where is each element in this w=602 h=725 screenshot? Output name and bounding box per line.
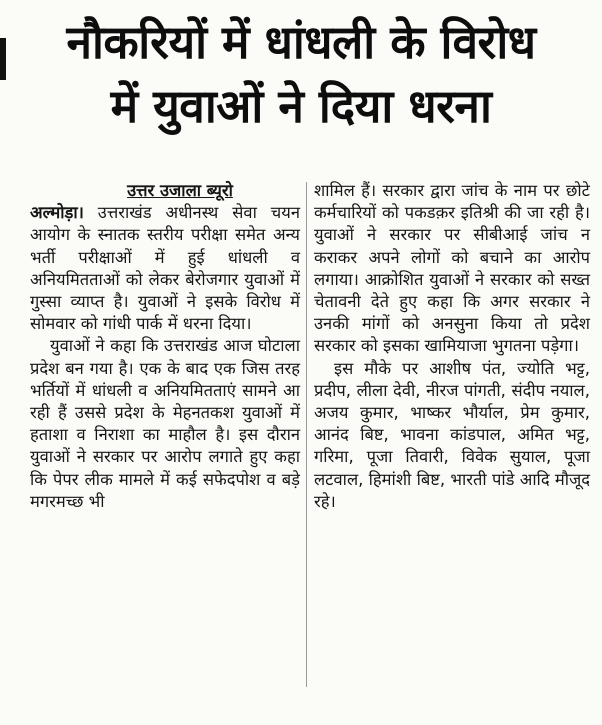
column-divider <box>306 182 307 687</box>
headline <box>0 10 602 138</box>
paragraph-3: शामिल हैं। सरकार द्वारा जांच के नाम पर छोटे कर्मचारियों को पकडक़र इतिश्री की जा रही है। युवाओं ने सरकार पर सीबीआई जांच न कराकर अपने लोगों को बचाने का आरोप लगाया। आक्रोशित युवाओं ने सरकार को सख्त चेतावनी देते हुए कहा कि अगर सरकार ने उनकी मांगों को अनसुना किया तो प्रदेश सरकार को इसका खामियाजा भुगतना पड़ेगा। <box>314 181 590 356</box>
paragraph-2: युवाओं ने कहा कि उत्तराखंड आज घोटाला प्रदेश बन गया है। एक के बाद एक जिस तरह भर्तियों में धांधली व अनियमितताएं सामने आ रही हैं उससे प्रदेश के मेहनतकश युवाओं में हताशा व निराशा का माहौल है। इस दौरान युवाओं ने सरकार पर आरोप लगाते हुए कहा कि पेपर लीक मामले में कई सफेदपोश व बड़े मगरमच्छ भी <box>30 336 300 511</box>
article-column-right <box>314 180 590 513</box>
dateline: अल्मोड़ा। <box>30 203 84 223</box>
paragraph-1-text: उत्तराखंड अधीनस्थ सेवा चयन आयोग के स्नातक स्तरीय परीक्षा समेत अन्य भर्ती परीक्षाओं में हुई धांधली व अनियमितताओं को लेकर बेरोजगार युवाओं में गुस्सा व्याप्त है। युवाओं ने इसके विरोध में सोमवार को गांधी पार्क में धरना दिया। <box>30 203 300 334</box>
byline: उत्तर उजाला ब्यूरो <box>127 181 233 200</box>
paragraph-4: इस मौके पर आशीष पंत, ज्योति भट्ट, प्रदीप, लीला देवी, नीरज पांगती, संदीप नयाल, अजय कुमार, भाष्कर भौर्याल, प्रेम कुमार, आनंद बिष्ट, भावना कांडपाल, अमित भट्ट, गरिमा, पूजा तिवारी, विवेक सुयाल, पूजा लटवाल, हिमांशी बिष्ट, भारती पांडे आदि मौजूद रहे। <box>314 358 590 511</box>
headline-line-2: में युवाओं ने दिया धरना <box>110 79 492 133</box>
paragraph-1 <box>30 202 300 335</box>
headline-line-1: नौकरियों में धांधली के विरोध <box>66 15 536 69</box>
article-column-left <box>30 180 300 513</box>
